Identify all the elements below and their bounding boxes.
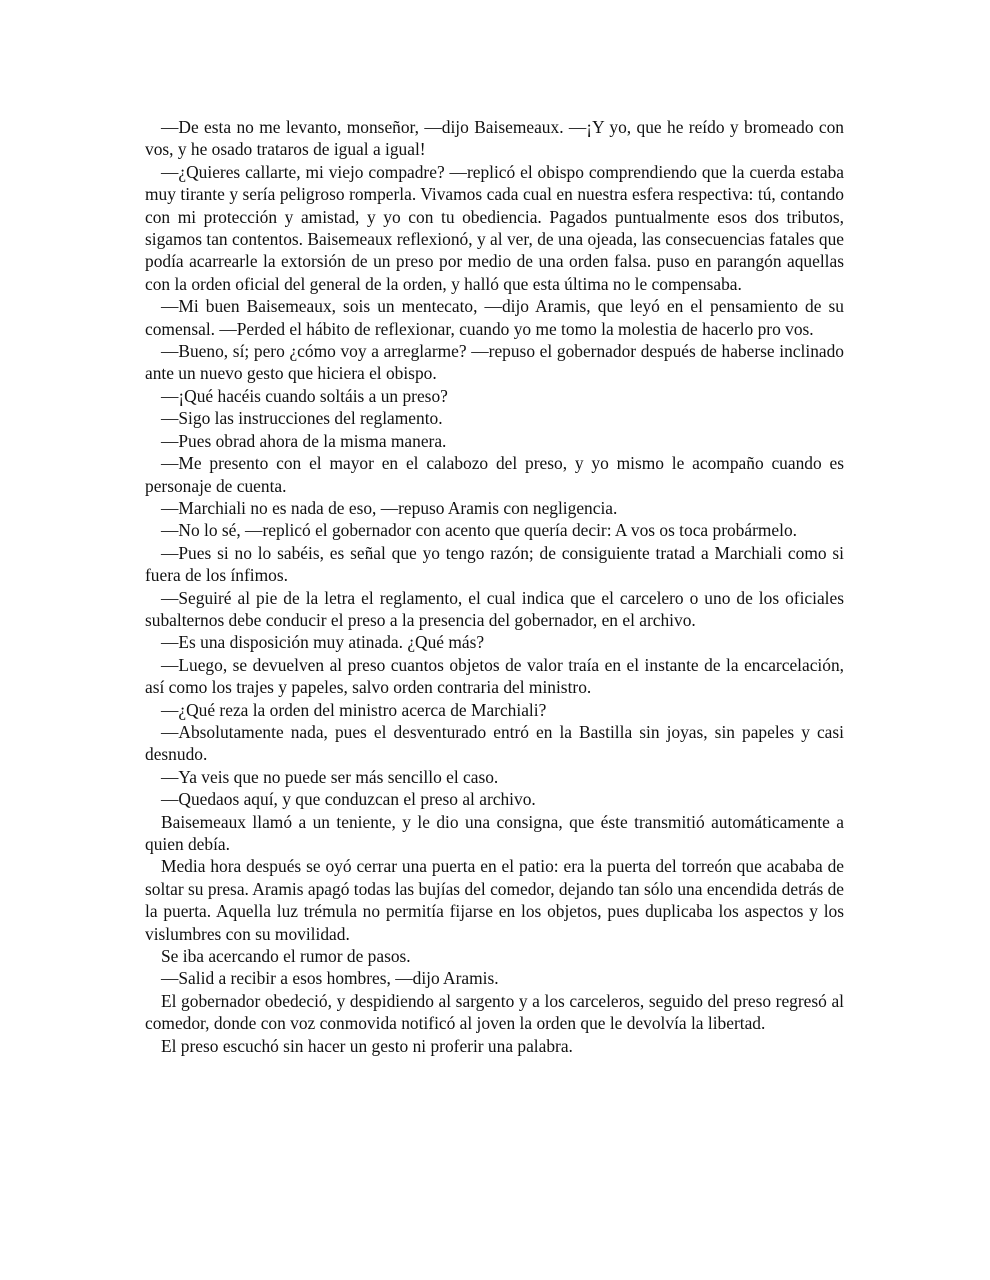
paragraph: —Luego, se devuelven al preso cuantos objetos de valor traía en el instante de la encarcelación, así como los trajes y papeles, salvo orden contraria del ministro. <box>145 654 844 698</box>
paragraph: —Salid a recibir a esos hombres, —dijo Aramis. <box>161 968 499 989</box>
paragraph: —¿Qué reza la orden del ministro acerca de Marchiali? <box>161 699 547 720</box>
paragraph: —Pues obrad ahora de la misma manera. <box>161 430 447 451</box>
paragraph: El preso escuchó sin hacer un gesto ni proferir una palabra. <box>161 1035 573 1056</box>
paragraph: Se iba acercando el rumor de pasos. <box>161 946 411 967</box>
paragraph: —Pues si no lo sabéis, es señal que yo tengo razón; de consiguiente tratad a Marchiali como si fuera de los ínfimos. <box>145 542 844 586</box>
paragraph: —¡Qué hacéis cuando soltáis a un preso? <box>161 385 448 406</box>
paragraph: —Mi buen Baisemeaux, sois un mentecato, —dijo Aramis, que leyó en el pensamiento de su comensal. —Perded el hábito de reflexionar, cuando yo me tomo la molestia de hacerlo pro vos. <box>145 296 844 339</box>
paragraph: —Bueno, sí; pero ¿cómo voy a arreglarme? —repuso el gobernador después de haberse inclinado ante un nuevo gesto que hiciera el obispo. <box>145 341 844 384</box>
paragraph: —Quedaos aquí, y que conduzcan el preso al archivo. <box>161 789 536 810</box>
paragraph: —Seguiré al pie de la letra el reglamento, el cual indica que el carcelero o uno de los oficiales subalternos debe conducir el preso a la presencia del gobernador, en el archivo. <box>145 587 844 630</box>
paragraph: —Es una disposición muy atinada. ¿Qué más? <box>161 632 485 653</box>
paragraph: Baisemeaux llamó a un teniente, y le dio una consigna, que éste transmitió automáticamente a quien debía. <box>145 811 844 854</box>
paragraph: —Marchiali no es nada de eso, —repuso Aramis con negligencia. <box>161 497 618 518</box>
paragraph: —¿Quieres callarte, mi viejo compadre? —replicó el obispo comprendiendo que la cuerda estaba muy tirante y sería peligroso romperla. Vivamos cada cual en nuestra esfera respectiva: tú, contando con mi protección y amistad, y yo con tu obediencia. Pagados puntualmente esos dos tributos, sigamos tan contentos. Baisemeaux reflexionó, y al ver, de una ojeada, las consecuencias fatales que podía acarrearle la extorsión de un preso por medio de una orden falsa. puso en parangón aquellas con la orden oficial del general de la orden, y halló que esta última no le compensaba. <box>145 161 844 294</box>
paragraph: —De esta no me levanto, monseñor, —dijo Baisemeaux. —¡Y yo, que he reído y bromeado con vos, y he osado trataros de igual a igual! <box>145 117 844 160</box>
paragraph: Media hora después se oyó cerrar una puerta en el patio: era la puerta del torreón que acababa de soltar su presa. Aramis apagó todas las bujías del comedor, dejando tan sólo una encendida detrás de la puerta. Aquella luz trémula no permitía fijarse en los objetos, pues duplicaba los aspectos y los vislumbres con su movilidad. <box>145 856 844 944</box>
paragraph: —Me presento con el mayor en el calabozo del preso, y yo mismo le acompaño cuando es personaje de cuenta. <box>145 453 844 496</box>
paragraph: —No lo sé, —replicó el gobernador con acento que quería decir: A vos os toca probármelo. <box>161 520 798 541</box>
paragraph: El gobernador obedeció, y despidiendo al sargento y a los carceleros, seguido del preso regresó al comedor, donde con voz conmovida notificó al joven la orden que le devolvía la libertad. <box>145 990 844 1034</box>
paragraph: —Absolutamente nada, pues el desventurado entró en la Bastilla sin joyas, sin papeles y casi desnudo. <box>145 721 844 765</box>
paragraph: —Sigo las instrucciones del reglamento. <box>161 408 443 429</box>
document-page <box>145 116 844 1057</box>
paragraph: —Ya veis que no puede ser más sencillo el caso. <box>161 766 499 787</box>
